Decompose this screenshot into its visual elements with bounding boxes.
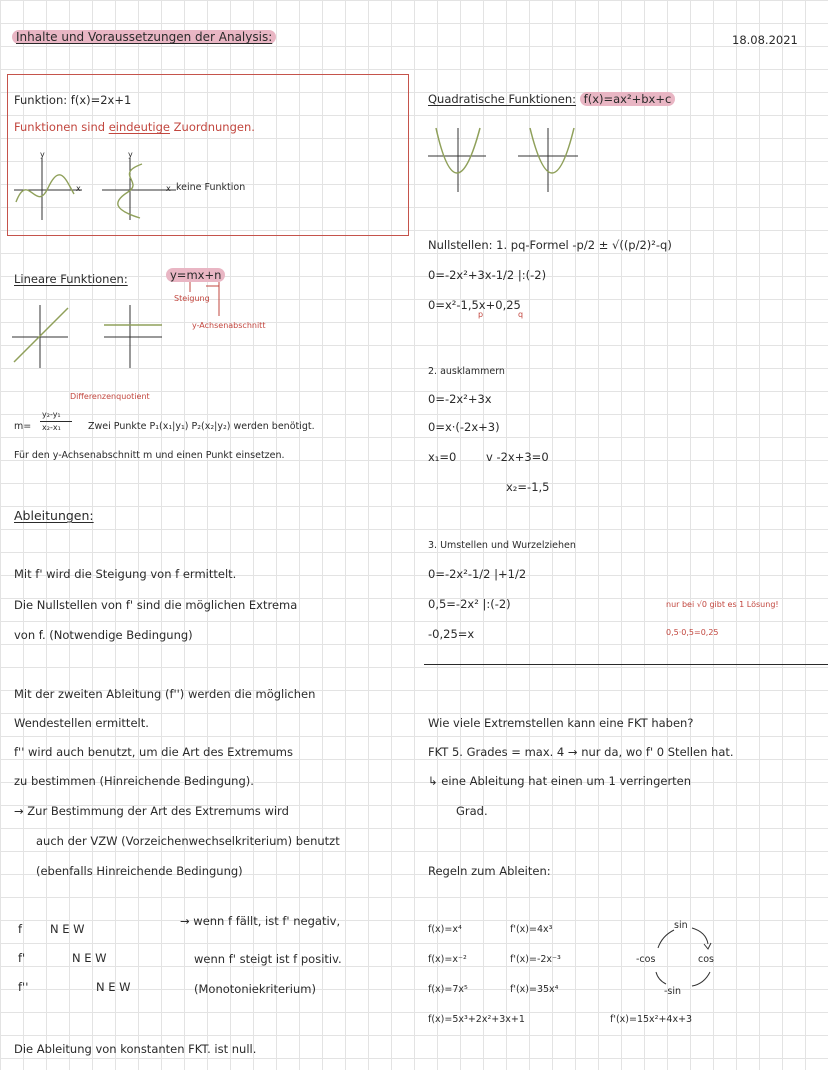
ableitung-line-2: Die Nullstellen von f' sind die möglichen Extrema xyxy=(14,598,298,612)
monotonie-line-3: (Monotoniekriterium) xyxy=(194,982,316,996)
cycle-cos: cos xyxy=(698,954,714,965)
note-one-solution: nur bei √0 gibt es 1 Lösung! xyxy=(666,600,779,609)
equation-4: 0=x·(-2x+3) xyxy=(428,420,500,434)
extrem-answer-2: ↳ eine Ableitung hat einen um 1 verringerten xyxy=(428,774,692,788)
nullstellen-pq: Nullstellen: 1. pq-Formel -p/2 ± √((p/2)²-q) xyxy=(428,238,672,252)
new-row-f1: f' xyxy=(18,951,26,965)
ableitung-line-4: Mit der zweiten Ableitung (f'') werden die möglichen xyxy=(14,687,316,701)
y-axis-label-2: y xyxy=(128,150,133,159)
regeln-title: Regeln zum Ableiten: xyxy=(428,864,551,878)
ableitung-line-10: (ebenfalls Hinreichende Bedingung) xyxy=(36,864,243,878)
note-product: 0,5·0,5=0,25 xyxy=(666,628,719,637)
rule-row-4-f: f(x)=5x³+2x²+3x+1 xyxy=(428,1014,525,1025)
fraction-numerator: y₂-y₁ xyxy=(42,410,61,419)
monotonie-line-2: wenn f' steigt ist f positiv. xyxy=(194,952,342,966)
cycle-sin: sin xyxy=(674,920,688,931)
extrem-answer-1: FKT 5. Grades = max. 4 → nur da, wo f' 0 Stellen hat. xyxy=(428,745,734,759)
new-row-f2-values: N E W xyxy=(96,980,131,994)
equation-9: -0,25=x xyxy=(428,627,475,641)
p-label: p xyxy=(478,310,484,319)
funktion-title: Funktion: f(x)=2x+1 xyxy=(14,93,132,107)
page-title: Inhalte und Voraussetzungen der Analysis: xyxy=(12,30,276,45)
constant-derivative: Die Ableitung von konstanten FKT. ist null. xyxy=(14,1042,257,1056)
ableitungen-title: Ableitungen: xyxy=(14,508,94,523)
m-label: m= xyxy=(14,421,32,432)
new-row-f-values: N E W xyxy=(50,922,85,936)
equation-1: 0=-2x²+3x-1/2 |:(-2) xyxy=(428,268,547,282)
y-axis-label: y xyxy=(40,150,45,159)
fraction-denominator: x₂-x₁ xyxy=(42,423,61,432)
ableitung-line-8: → Zur Bestimmung der Art des Extremums wird xyxy=(14,804,289,818)
equation-8: 0,5=-2x² |:(-2) xyxy=(428,597,511,611)
quadratisch-title: Quadratische Funktionen: f(x)=ax²+bx+c xyxy=(428,92,675,106)
ableitung-line-9: auch der VZW (Vorzeichenwechselkriterium) benutzt xyxy=(36,834,340,848)
rule-row-1-f: f(x)=x⁴ xyxy=(428,924,462,935)
intercept-note: Für den y-Achsenabschnitt m und einen Punkt einsetzen. xyxy=(14,450,285,461)
equation-7: 0=-2x²-1/2 |+1/2 xyxy=(428,567,527,581)
equation-2: 0=x²-1,5x+0,25 xyxy=(428,298,521,312)
linear-graphs xyxy=(12,300,172,370)
linear-formula: y=mx+n xyxy=(166,268,225,282)
fraction-bar xyxy=(40,421,72,422)
ausklammern-label: 2. ausklammern xyxy=(428,366,505,377)
differenzenquotient-label: Differenzenquotient xyxy=(70,392,150,401)
ableitung-line-5: Wendestellen ermittelt. xyxy=(14,716,149,730)
x-axis-label-2: x xyxy=(166,184,171,193)
not-function-label: keine Funktion xyxy=(176,182,246,193)
cycle-minus-cos: -cos xyxy=(636,954,656,965)
cycle-minus-sin: -sin xyxy=(664,986,682,997)
ableitung-line-1: Mit f' wird die Steigung von f ermittelt. xyxy=(14,567,237,581)
new-row-f1-values: N E W xyxy=(72,951,107,965)
rule-row-3-d: f'(x)=35x⁴ xyxy=(510,984,559,995)
achsenabschnitt-label: y-Achsenabschnitt xyxy=(192,321,266,330)
new-row-f: f xyxy=(18,922,23,936)
extrem-answer-3: Grad. xyxy=(456,804,488,818)
q-label: q xyxy=(518,310,524,319)
ableitung-line-6: f'' wird auch benutzt, um die Art des Extremums xyxy=(14,745,293,759)
umstellen-label: 3. Umstellen und Wurzelziehen xyxy=(428,540,576,551)
extrem-question: Wie viele Extremstellen kann eine FKT haben? xyxy=(428,716,694,730)
parabola-graphs xyxy=(428,126,588,196)
monotonie-line-1: → wenn f fällt, ist f' negativ, xyxy=(180,914,341,928)
rule-row-4-d: f'(x)=15x²+4x+3 xyxy=(610,1014,693,1025)
date: 18.08.2021 xyxy=(732,33,798,47)
section-divider xyxy=(424,664,828,665)
rule-row-2-d: f'(x)=-2x⁻³ xyxy=(510,954,561,965)
new-row-f2: f'' xyxy=(18,980,29,994)
x-axis-label: x xyxy=(76,184,81,193)
equation-5a: x₁=0 xyxy=(428,450,457,464)
ableitung-line-3: von f. (Notwendige Bedingung) xyxy=(14,628,193,642)
funktion-definition: Funktionen sind eindeutige Zuordnungen. xyxy=(14,120,255,134)
linear-title: Lineare Funktionen: xyxy=(14,272,128,286)
points-needed: Zwei Punkte P₁(x₁|y₁) P₂(x₂|y₂) werden benötigt. xyxy=(88,421,315,432)
equation-6: x₂=-1,5 xyxy=(506,480,550,494)
equation-3: 0=-2x²+3x xyxy=(428,392,492,406)
steigung-label: Steigung xyxy=(174,294,210,303)
rule-row-1-d: f'(x)=4x³ xyxy=(510,924,553,935)
rule-row-3-f: f(x)=7x⁵ xyxy=(428,984,468,995)
rule-row-2-f: f(x)=x⁻² xyxy=(428,954,467,965)
equation-5b: v -2x+3=0 xyxy=(486,450,549,464)
ableitung-line-7: zu bestimmen (Hinreichende Bedingung). xyxy=(14,774,254,788)
